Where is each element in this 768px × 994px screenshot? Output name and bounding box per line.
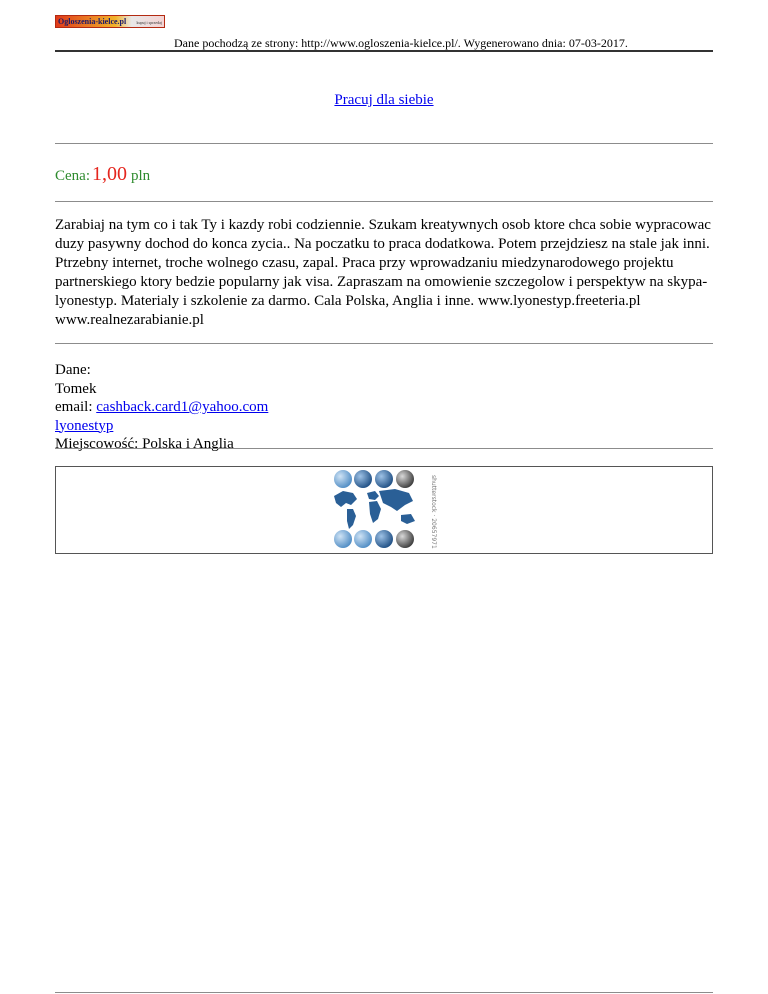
profile-link[interactable]: lyonestyp <box>55 417 114 434</box>
contact-heading: Dane: <box>55 362 91 378</box>
globe-icon <box>375 470 393 488</box>
divider <box>55 343 713 344</box>
globe-icon <box>354 530 372 548</box>
globe-icon <box>334 530 352 548</box>
location-label: Miejscowość: <box>55 436 143 452</box>
watermark-text: shutterstock · 20657971 <box>430 475 437 549</box>
divider <box>55 448 713 449</box>
logo-tagline: kupuj i sprzedaj <box>136 20 162 25</box>
header-divider <box>55 50 713 52</box>
contact-section <box>55 361 268 454</box>
ad-title-container <box>0 92 768 109</box>
logo-text: Ogloszenia-kielce.pl <box>58 17 127 26</box>
ad-image[interactable] <box>331 469 448 551</box>
divider <box>55 201 713 202</box>
globe-icon <box>396 530 414 548</box>
ad-image-frame <box>55 466 713 554</box>
source-line: Dane pochodzą ze strony: http://www.ogloszenia-kielce.pl/. Wygenerowano dnia: 07-03-2017. <box>174 36 628 50</box>
contact-email-row <box>55 398 268 417</box>
ad-description: Zarabiaj na tym co i tak Ty i kazdy robi codziennie. Szukam kreatywnych osob ktore chca sobie wypracowac duzy pasywny dochod do konca zycia.. Na poczatku to praca dodatkowa. Potem przejdziesz na stale jak inni. Ptrzebny internet, troche wolnego czasu, zapal. Praca przy wprowadzaniu miedzynarodowego projektu partnerskiego ktory bedzie popularny jak visa. Zapraszam na omowienie szczegolow i perspektyw na skypa-lyonestyp. Materialy i szkolenie za darmo. Cala Polska, Anglia i inne. www.lyonestyp.freeteria.pl www.realnezarabianie.pl <box>55 217 711 328</box>
footer-divider <box>55 992 713 993</box>
globe-icon <box>334 470 352 488</box>
globe-icon <box>354 470 372 488</box>
price-row <box>55 163 150 186</box>
price-currency: pln <box>131 168 151 184</box>
globe-icon <box>396 470 414 488</box>
contact-location-row <box>55 435 268 454</box>
world-map-icon <box>334 489 415 529</box>
site-logo <box>55 15 165 28</box>
contact-name: Tomek <box>55 380 97 397</box>
globe-icon <box>375 530 393 548</box>
price-value: 1,00 <box>92 163 127 185</box>
price-label: Cena: <box>55 168 90 184</box>
world-globes-image <box>331 469 448 551</box>
email-label: email: <box>55 399 97 415</box>
contact-link-row <box>55 417 268 436</box>
email-link[interactable]: cashback.card1@yahoo.com <box>96 399 269 415</box>
divider <box>55 143 713 144</box>
ad-title-link[interactable]: Pracuj dla siebie <box>334 92 434 108</box>
location-value: Polska i Anglia <box>142 436 234 452</box>
